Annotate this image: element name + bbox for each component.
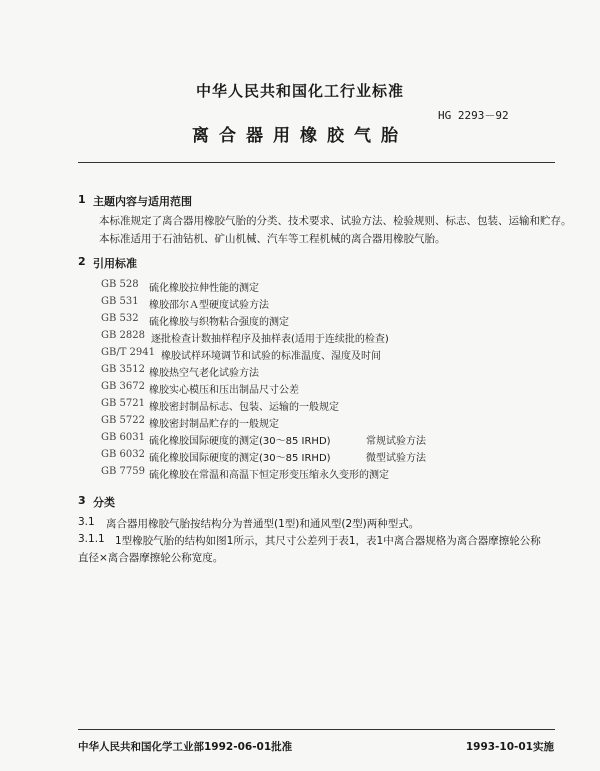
- reference-title: 橡胶试样环境调节和试验的标准温度、湿度及时间: [161, 351, 381, 362]
- clause-text-continued: 直径×离合器摩擦轮公称宽度。: [78, 552, 224, 564]
- reference-title: 橡胶热空气老化试验方法: [149, 368, 259, 379]
- reference-code: GB 528: [101, 279, 139, 290]
- reference-code: GB 5722: [101, 415, 145, 426]
- reference-title: 硫化橡胶拉伸性能的测定: [149, 283, 259, 294]
- reference-code: GB 532: [101, 313, 139, 324]
- reference-title: 逐批检查计数抽样程序及抽样表(适用于连续批的检查): [151, 334, 389, 345]
- section-3-number: 3: [78, 494, 86, 507]
- section-1-paragraph: 本标准适用于石油钻机、矿山机械、汽车等工程机械的离合器用橡胶气胎。: [99, 233, 446, 245]
- clause-text: 1型橡胶气胎的结构如图1所示，其尺寸公差列于表1，表1中离合器规格为离合器摩擦轮公称: [115, 535, 541, 547]
- section-1-paragraph: 本标准规定了离合器用橡胶气胎的分类、技术要求、试验方法、检验规则、标志、包装、运输和贮存。: [99, 215, 572, 227]
- agency-standard-heading: 中华人民共和国化工行业标准: [195, 82, 404, 100]
- document-title: 离合器用橡胶气胎: [192, 126, 408, 146]
- reference-code: GB 531: [101, 296, 139, 307]
- reference-title: 硫化橡胶国际硬度的测定(30～85 IRHD): [149, 453, 331, 464]
- section-2-heading: 引用标准: [93, 257, 137, 270]
- clause-text: 离合器用橡胶气胎按结构分为普通型(1型)和通风型(2型)两种型式。: [106, 518, 420, 530]
- approval-line: 中华人民共和国化学工业部1992-06-01批准: [78, 741, 293, 753]
- reference-code: GB 7759: [101, 466, 145, 477]
- reference-method: 微型试验方法: [366, 453, 426, 464]
- reference-method: 常规试验方法: [366, 436, 426, 447]
- reference-title: 橡胶实心模压和压出制品尺寸公差: [149, 385, 299, 396]
- reference-code: GB 6032: [101, 449, 145, 460]
- reference-title: 橡胶密封制品标志、包装、运输的一般规定: [149, 402, 339, 413]
- reference-code: GB 3672: [101, 381, 145, 392]
- reference-title: 橡胶密封制品贮存的一般规定: [149, 419, 279, 430]
- clause-number: 3.1: [78, 516, 95, 528]
- reference-code: GB 2828: [101, 330, 145, 341]
- reference-title: 硫化橡胶国际硬度的测定(30～85 IRHD): [149, 436, 331, 447]
- effective-date: 1993-10-01实施: [465, 741, 554, 753]
- reference-code: GB/T 2941: [101, 347, 156, 358]
- reference-code: GB 3512: [101, 364, 145, 375]
- clause-number: 3.1.1: [78, 533, 105, 545]
- top-rule: [78, 162, 555, 163]
- reference-code: GB 6031: [101, 432, 145, 443]
- section-3-heading: 分类: [93, 496, 115, 509]
- bottom-rule: [78, 729, 555, 730]
- section-1-number: 1: [78, 193, 86, 206]
- section-2-number: 2: [78, 255, 86, 268]
- reference-title: 橡胶邵尔Ａ型硬度试验方法: [149, 300, 269, 311]
- reference-title: 硫化橡胶在常温和高温下恒定形变压缩永久变形的测定: [149, 470, 389, 481]
- standard-code: HG 2293－92: [438, 109, 509, 122]
- reference-title: 硫化橡胶与织物粘合强度的测定: [149, 317, 289, 328]
- reference-code: GB 5721: [101, 398, 145, 409]
- section-1-heading: 主题内容与适用范围: [93, 195, 192, 208]
